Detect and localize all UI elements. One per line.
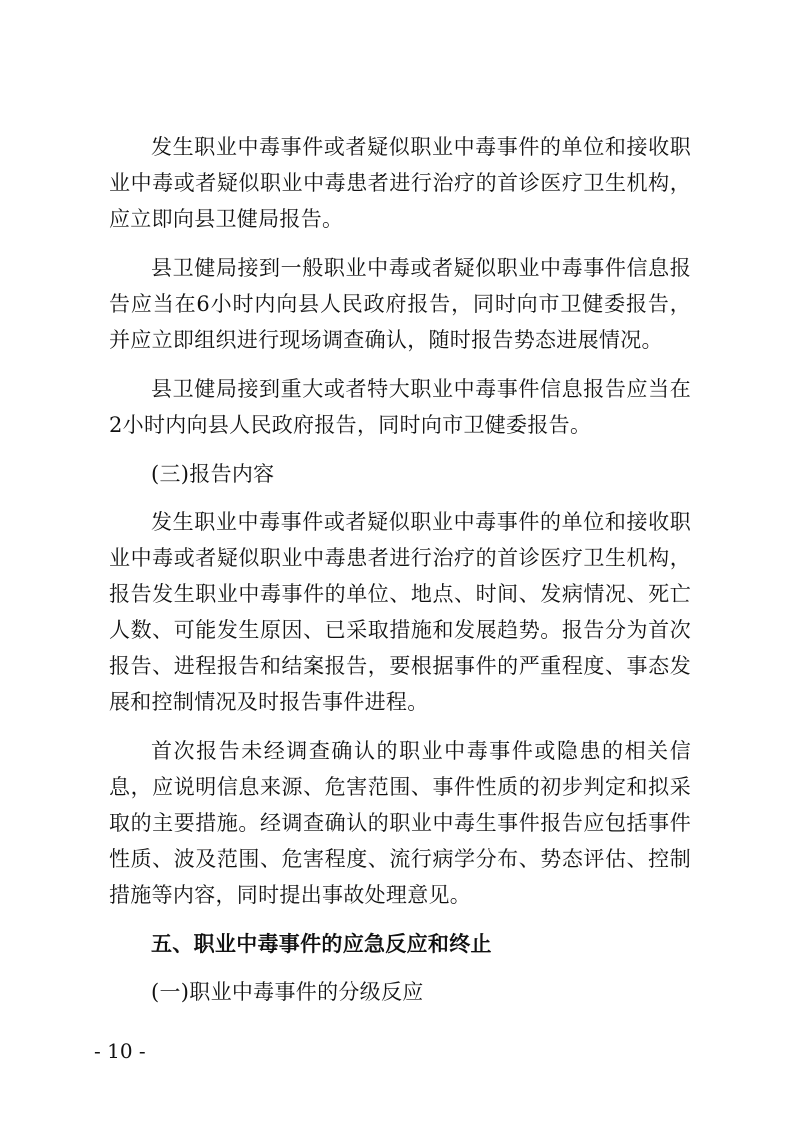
paragraph-report-content: 发生职业中毒事件或者疑似职业中毒事件的单位和接收职业中毒或者疑似职业中毒患者进行治疗的首诊医疗卫生机构，报告发生职业中毒事件的单位、地点、时间、发病情况、死亡人数、可能发生原因、已采取措施和发展趋势。报告分为首次报告、进程报告和结案报告，要根据事件的严重程度、事态发展和控制情况及时报告事件进程。	[109, 510, 691, 714]
paragraph-general-incident-report: 县卫健局接到一般职业中毒或者疑似职业中毒事件信息报告应当在6小时内向县人民政府报告，同时向市卫健委报告，并应立即组织进行现场调查确认，随时报告势态进展情况。	[109, 256, 691, 352]
page-number: - 10 -	[94, 1039, 146, 1063]
paragraph-initial-report: 发生职业中毒事件或者疑似职业中毒事件的单位和接收职业中毒或者疑似职业中毒患者进行治疗的首诊医疗卫生机构，应立即向县卫健局报告。	[109, 135, 691, 231]
section-heading-graded-response: (一)职业中毒事件的分级反应	[151, 980, 424, 1004]
paragraph-first-report: 首次报告未经调查确认的职业中毒事件或隐患的相关信息，应说明信息来源、危害范围、事件性质的初步判定和拟采取的主要措施。经调查确认的职业中毒生事件报告应包括事件性质、波及范围、危害程度、流行病学分布、势态评估、控制措施等内容，同时提出事故处理意见。	[109, 739, 691, 907]
section-heading-emergency-response: 五、职业中毒事件的应急反应和终止	[151, 932, 492, 956]
section-heading-report-content: (三)报告内容	[151, 462, 275, 486]
document-body	[109, 129, 691, 1022]
paragraph-major-incident-report: 县卫健局接到重大或者特大职业中毒事件信息报告应当在2小时内向县人民政府报告，同时向市卫健委报告。	[109, 377, 691, 437]
